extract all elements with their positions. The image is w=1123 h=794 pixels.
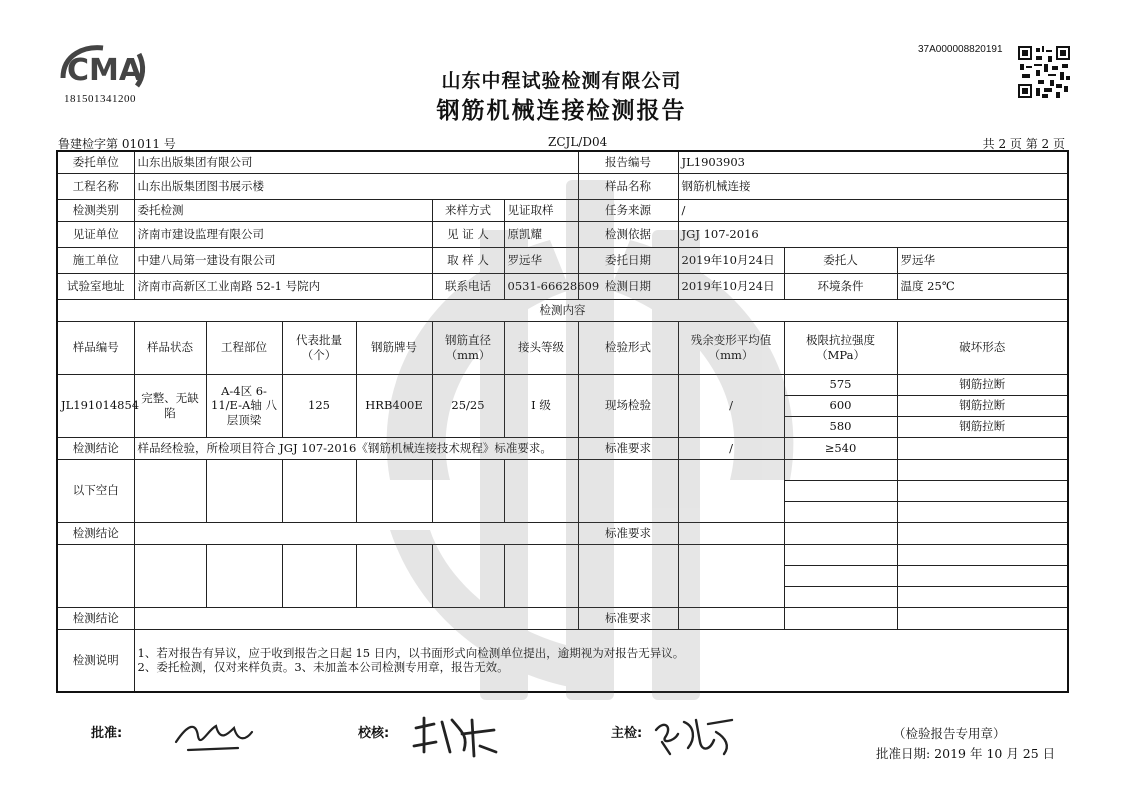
note-line: 1、若对报告有异议，应于收到报告之日起 15 日内，以书面形式向检测单位提出，逾期视为对报告无异议。 bbox=[137, 645, 685, 660]
standard-strength: ≥540 bbox=[784, 437, 897, 459]
sample-name-value: 钢筋机械连接 bbox=[678, 173, 1068, 199]
standard-label: 标准要求 bbox=[578, 522, 678, 544]
blank-row bbox=[57, 544, 1068, 565]
task-source-value: / bbox=[678, 199, 1068, 221]
document-code: 37A000008820191 bbox=[918, 44, 1003, 55]
sampler-label: 取 样 人 bbox=[432, 247, 504, 273]
sample-name-label: 样品名称 bbox=[578, 173, 678, 199]
lab-address-label: 试验室地址 bbox=[57, 273, 134, 299]
test-type-label: 检测类别 bbox=[57, 199, 134, 221]
sampler-value: 罗远华 bbox=[504, 247, 578, 273]
col-part: 工程部位 bbox=[206, 321, 282, 374]
conclusion-label: 检测结论 bbox=[57, 522, 134, 544]
info-row bbox=[57, 221, 1068, 247]
failure-value: 钢筋拉断 bbox=[897, 416, 1068, 437]
notes-text bbox=[134, 629, 1068, 692]
phone-label: 联系电话 bbox=[432, 273, 504, 299]
report-title: 钢筋机械连接检测报告 bbox=[436, 98, 687, 124]
report-no-value: JL1903903 bbox=[678, 151, 1068, 173]
env-value: 温度 25℃ bbox=[897, 273, 1068, 299]
sample-grade: HRB400E bbox=[356, 374, 432, 437]
col-failure: 破坏形态 bbox=[897, 321, 1068, 374]
project-label: 工程名称 bbox=[57, 173, 134, 199]
column-header-row bbox=[57, 321, 1068, 374]
table-row bbox=[57, 374, 1068, 395]
strength-value: 575 bbox=[784, 374, 897, 395]
sample-no: JL191014854 bbox=[57, 374, 134, 437]
sampling-value: 见证取样 bbox=[504, 199, 578, 221]
lab-address-value: 济南市高新区工业南路 52-1 号院内 bbox=[134, 273, 432, 299]
form-code: ZCJL/D04 bbox=[548, 135, 608, 149]
col-grade: 钢筋牌号 bbox=[356, 321, 432, 374]
page-info: 共 2 页 第 2 页 bbox=[982, 137, 1065, 151]
report-no-label: 报告编号 bbox=[578, 151, 678, 173]
conclusion-label: 检测结论 bbox=[57, 437, 134, 459]
col-method: 检验形式 bbox=[578, 321, 678, 374]
task-source-label: 任务来源 bbox=[578, 199, 678, 221]
basis-label: 检测依据 bbox=[578, 221, 678, 247]
sample-method: 现场检验 bbox=[578, 374, 678, 437]
notes-row bbox=[57, 629, 1068, 692]
witness-unit-label: 见证单位 bbox=[57, 221, 134, 247]
sample-part: A-4区 6-11/E-A轴 八层顶梁 bbox=[206, 374, 282, 437]
col-diameter: 钢筋直径（mm） bbox=[432, 321, 504, 374]
info-row bbox=[57, 273, 1068, 299]
builder-label: 施工单位 bbox=[57, 247, 134, 273]
conclusion-row bbox=[57, 437, 1068, 459]
content-title: 检测内容 bbox=[57, 299, 1068, 321]
company-name: 山东中程试验检测有限公司 bbox=[441, 70, 682, 92]
col-sample-no: 样品编号 bbox=[57, 321, 134, 374]
info-row bbox=[57, 151, 1068, 173]
sample-state: 完整、无缺陷 bbox=[134, 374, 206, 437]
sample-deform: / bbox=[678, 374, 784, 437]
report-table bbox=[56, 150, 1069, 693]
test-type-value: 委托检测 bbox=[134, 199, 432, 221]
project-value: 山东出版集团图书展示楼 bbox=[134, 173, 578, 199]
builder-value: 中建八局第一建设有限公司 bbox=[134, 247, 432, 273]
conclusion-row bbox=[57, 522, 1068, 544]
info-row bbox=[57, 247, 1068, 273]
conclusion-row bbox=[57, 607, 1068, 629]
review-label: 校核: bbox=[358, 726, 390, 741]
strength-value: 580 bbox=[784, 416, 897, 437]
standard-deform: / bbox=[678, 437, 784, 459]
cma-number: 181501341200 bbox=[64, 93, 136, 105]
note-line: 2、委托检测，仅对来样负责。3、未加盖本公司检测专用章，报告无效。 bbox=[137, 660, 509, 675]
col-joint-grade: 接头等级 bbox=[504, 321, 578, 374]
stamp-note: （检验报告专用章） bbox=[893, 726, 1006, 741]
witness-unit-value: 济南市建设监理有限公司 bbox=[134, 221, 432, 247]
approve-date: 批准日期: 2019 年 10 月 25 日 bbox=[876, 746, 1056, 761]
blank-row bbox=[57, 459, 1068, 480]
entrust-date-label: 委托日期 bbox=[578, 247, 678, 273]
approver-signature bbox=[168, 712, 258, 758]
witness-label: 见 证 人 bbox=[432, 221, 504, 247]
standard-label: 标准要求 bbox=[578, 437, 678, 459]
entrust-date-value: 2019年10月24日 bbox=[678, 247, 784, 273]
test-date-value: 2019年10月24日 bbox=[678, 273, 784, 299]
entruster-value: 罗远华 bbox=[897, 247, 1068, 273]
col-batch: 代表批量（个） bbox=[282, 321, 356, 374]
client-value: 山东出版集团有限公司 bbox=[134, 151, 578, 173]
sample-joint-grade: I 级 bbox=[504, 374, 578, 437]
sample-diameter: 25/25 bbox=[432, 374, 504, 437]
inspect-label: 主检: bbox=[611, 726, 643, 741]
test-date-label: 检测日期 bbox=[578, 273, 678, 299]
witness-value: 原凯耀 bbox=[504, 221, 578, 247]
col-state: 样品状态 bbox=[134, 321, 206, 374]
info-row bbox=[57, 173, 1068, 199]
content-title-row bbox=[57, 299, 1068, 321]
license-number: 鲁建检字第 01011 号 bbox=[58, 137, 176, 151]
svg-text:CMA: CMA bbox=[67, 53, 143, 88]
sampling-label: 来样方式 bbox=[432, 199, 504, 221]
strength-value: 600 bbox=[784, 395, 897, 416]
col-strength: 极限抗拉强度（MPa） bbox=[784, 321, 897, 374]
standard-label: 标准要求 bbox=[578, 607, 678, 629]
notes-label: 检测说明 bbox=[57, 629, 134, 692]
failure-value: 钢筋拉断 bbox=[897, 395, 1068, 416]
phone-value: 0531-66628609 bbox=[504, 273, 578, 299]
env-label: 环境条件 bbox=[784, 273, 897, 299]
sample-batch: 125 bbox=[282, 374, 356, 437]
failure-value: 钢筋拉断 bbox=[897, 374, 1068, 395]
info-row bbox=[57, 199, 1068, 221]
blank-label: 以下空白 bbox=[57, 459, 134, 522]
reviewer-signature bbox=[410, 712, 500, 758]
conclusion-label: 检测结论 bbox=[57, 607, 134, 629]
col-deform: 残余变形平均值（mm） bbox=[678, 321, 784, 374]
entruster-label: 委托人 bbox=[784, 247, 897, 273]
basis-value: JGJ 107-2016 bbox=[678, 221, 1068, 247]
conclusion-text: 样品经检验，所检项目符合 JGJ 107-2016《钢筋机械连接技术规程》标准要求。 bbox=[134, 437, 578, 459]
inspector-signature bbox=[650, 712, 740, 758]
client-label: 委托单位 bbox=[57, 151, 134, 173]
approve-label: 批准: bbox=[91, 726, 123, 741]
